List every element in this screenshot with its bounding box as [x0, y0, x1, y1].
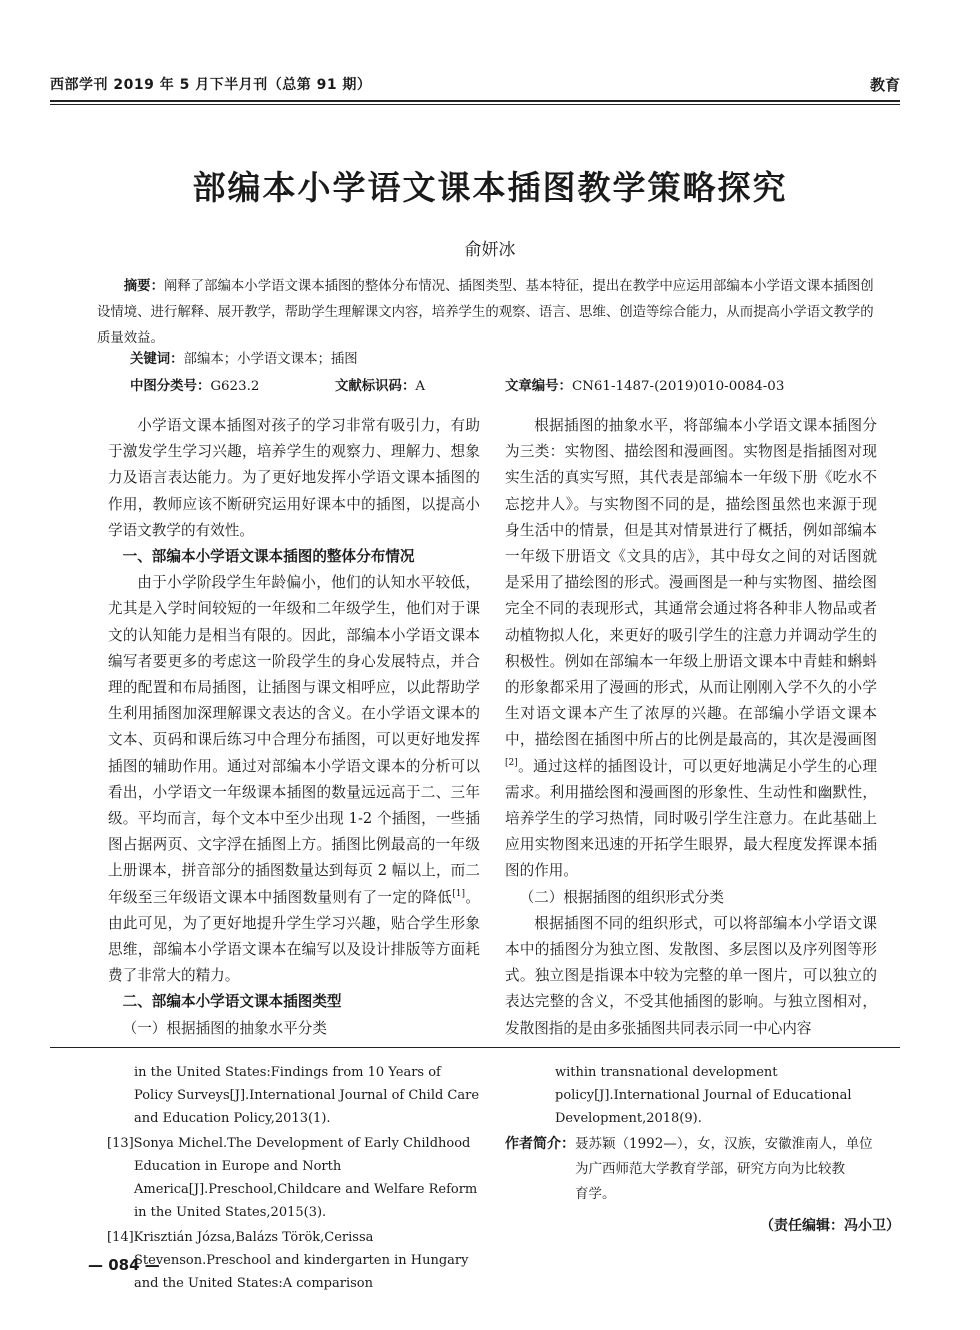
doc-code — [335, 375, 425, 394]
paragraph — [505, 413, 877, 885]
reference-item: [14]Krisztián Józsa,Balázs Török,Cerissa Stevenson.Preschool and kindergarten in Hungary and the United States:A comparison — [107, 1230, 469, 1291]
article-number — [505, 375, 784, 394]
bio-text: 聂苏颖（1992—），女，汉族，安徽淮南人，单位 — [575, 1136, 873, 1152]
article-title: 部编本小学语文课本插图教学策略探究 — [192, 168, 788, 207]
doc-code-label: 文献标识码： — [335, 379, 416, 394]
paragraph: 小学语文课本插图对孩子的学习非常有吸引力，有助于激发学生学习兴趣，培养学生的观察力、理解力、想象力及语言表达能力。为了更好地发挥小学语文课本插图的作用，教师应该不断研究运用好课本中的插图，以提高小学语文教学的有效性。 — [108, 417, 480, 539]
references-left — [107, 1061, 483, 1297]
abstract-label: 摘要： — [123, 279, 164, 294]
section-heading: 一、部编本小学语文课本插图的整体分布情况 — [122, 548, 415, 566]
author-bio — [505, 1132, 905, 1207]
paragraph-text: 由于小学阶段学生年龄偏小，他们的认知水平较低，尤其是入学时间较短的一年级和二年级学生，他们对于课文的认知能力是相当有限的。因此，部编本小学语文课本编写者要更多的考虑这一阶段学生的身心发展特点，并合理的配置和布局插图，让插图与课文相呼应，以此帮助学生利用插图加深理解课文表达的含义。在小学语文课本的文本、页码和课后练习中合理分布插图，可以更好地发挥插图的辅助作用。通过对部编本小学语文课本的分析可以看出，小学语文一年级课本插图的数量远远高于二、三年级。平均而言，每个文本中至少出现 1-2 个插图，一些插图占据两页、文字浮在插图上方。插图比例最高的一年级上册课本，拼音部分的插图数量达到每页 2 幅以上，而二年级至三年级语文课本中插图数量则有了一定的降低 — [108, 574, 480, 906]
reference-item: within transnational development policy[J].International Journal of Educational Development,2018(9). — [555, 1065, 852, 1126]
article-number-label: 文章编号： — [505, 379, 572, 394]
subsection-heading: （二）根据插图的组织形式分类 — [519, 888, 724, 906]
right-column — [505, 413, 877, 1042]
clc-label: 中图分类号： — [130, 379, 211, 394]
doc-code-value: A — [415, 379, 426, 394]
header-rule — [50, 100, 900, 102]
left-column — [108, 413, 480, 1042]
keywords — [130, 348, 358, 367]
running-header — [50, 74, 900, 100]
keywords-label: 关键词： — [130, 352, 184, 367]
reference-item: in the United States:Findings from 10 Years of Policy Surveys[J].International Journal of Child Care and Education Policy,2013(1). — [134, 1065, 480, 1126]
reference-item: [13]Sonya Michel.The Development of Early Childhood Education in Europe and North America[J].Preschool,Childcare and Welfare Reform in the United States,2015(3). — [107, 1136, 478, 1220]
journal-header: 西部学刊 2019 年 5 月下半月刊（总第 91 期） — [50, 77, 372, 93]
section-heading: 二、部编本小学语文课本插图类型 — [122, 993, 342, 1011]
abstract — [97, 274, 887, 352]
citation-mark: [1] — [452, 888, 466, 899]
header-rule-thin — [50, 104, 900, 105]
abstract-text: 阐释了部编本小学语文课本插图的整体分布情况、插图类型、基本特征，提出在教学中应运用部编本小学语文课本插图创设情境、进行解释、展开教学，帮助学生理解课文内容，培养学生的观察、语言、思维、创造等综合能力，从而提高小学语文教学的质量效益。 — [97, 279, 874, 346]
bio-text: 为广西师范大学教育学部，研究方向为比较教 — [575, 1161, 845, 1177]
paragraph-text: 。由此可见，为了更好地提升学生学习兴趣，贴合学生形象思维，部编本小学语文课本在编写以及设计排版等方面耗费了非常大的精力。 — [108, 888, 480, 985]
paragraph-text: 。通过这样的插图设计，可以更好地满足小学生的心理需求。利用描绘图和漫画图的形象性、生动性和幽默性，培养学生的学习热情，同时吸引学生注意力。在此基础上应用实物图来迅速的开拓学生眼界，最大程度发挥课本插图的作用。 — [505, 757, 877, 880]
article-author: 俞妍冰 — [464, 240, 516, 260]
footnote-divider — [50, 1047, 900, 1048]
article-number-value: CN61-1487-(2019)010-0084-03 — [571, 379, 785, 394]
page-number: — 084 — — [88, 1256, 160, 1274]
keywords-text: 部编本；小学语文课本；插图 — [183, 352, 358, 367]
paragraph-text: 根据插图的抽象水平，将部编本小学语文课本插图分为三类：实物图、描绘图和漫画图。实物图是指插图对现实生活的真实写照，其代表是部编本一年级下册《吃水不忘挖井人》。与实物图不同的是，描绘图虽然也来源于现身生活中的情景，但是其对情景进行了概括，例如部编本一年级下册语文《文具的店》，其中母女之间的对话图就是采用了描绘图的形式。漫画图是一种与实物图、描绘图完全不同的表现形式，其通常会通过将各种非人物品或者动植物拟人化，来更好的吸引学生的注意力并调动学生的积极性。例如在部编本一年级上册语文课本中青蛙和蝌蚪的形象都采用了漫画的形式，从而让刚刚入学不久的小学生对语文课本产生了浓厚的兴趣。在部编小学语文课本中，描绘图在插图中所占的比例是最高的，其次是漫画图 — [505, 417, 877, 749]
bio-label: 作者简介： — [505, 1136, 575, 1152]
references-right — [528, 1061, 900, 1132]
responsible-editor: （责任编辑：冯小卫） — [760, 1218, 900, 1234]
section-label: 教育 — [869, 76, 900, 94]
clc-number — [130, 375, 259, 394]
paragraph: 根据插图不同的组织形式，可以将部编本小学语文课本中的插图分为独立图、发散图、多层图以及序列图等形式。独立图是指课本中较为完整的单一图片，可以独立的表达完整的含义，不受其他插图的影响。与独立图相对，发散图指的是由多张插图共同表示同一中心内容 — [505, 914, 877, 1037]
paragraph — [108, 570, 480, 989]
subsection-heading: （一）根据插图的抽象水平分类 — [122, 1019, 327, 1037]
citation-mark: [2] — [505, 757, 518, 768]
clc-value: G623.2 — [210, 379, 260, 394]
bio-text: 育学。 — [575, 1186, 616, 1202]
